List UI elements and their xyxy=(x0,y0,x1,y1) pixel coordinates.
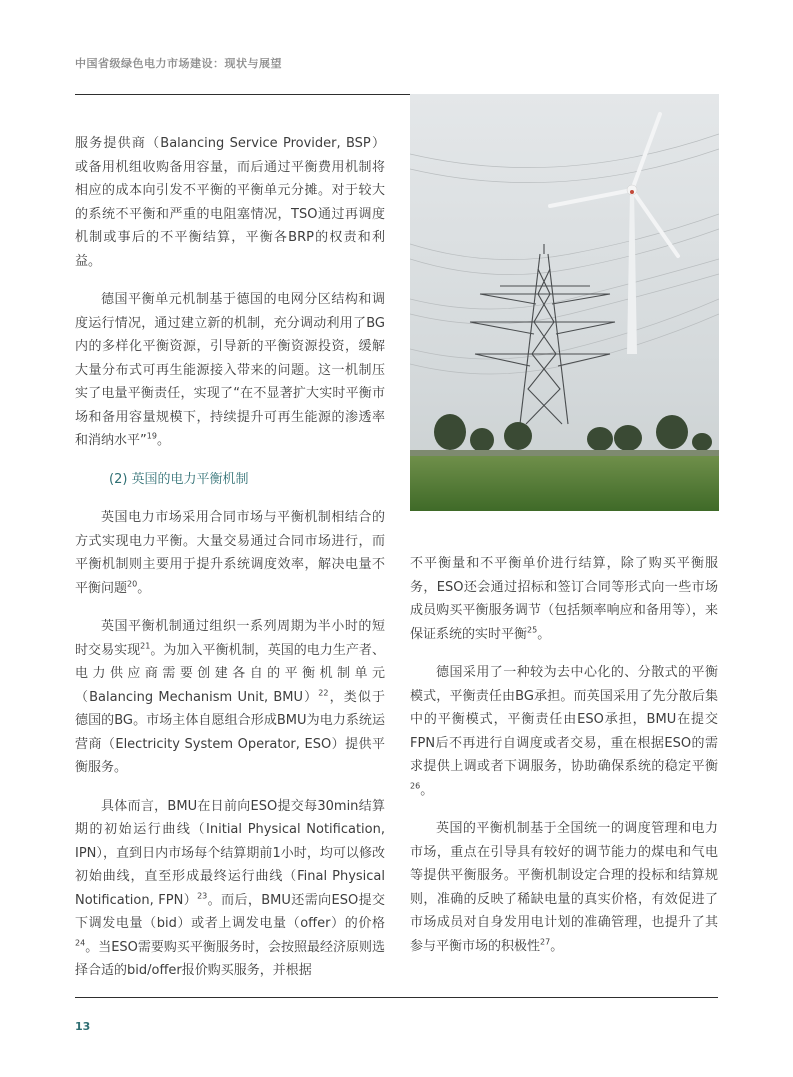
footnote-ref[interactable]: 27 xyxy=(540,937,551,947)
paragraph-text: 具体而言，BMU在日前向ESO提交每30min结算期的初始运行曲线（Initial Physical Notification, IPN），直到日内市场每个结算期前1小时，均可以修改初始曲线，直至形成最终运行曲线（Final Physical Notification, FPN） xyxy=(75,798,385,908)
paragraph-text: 。而后，BMU还需向ESO提交下调发电量（bid）或者上调发电量（offer）的价格 xyxy=(75,892,385,931)
footnote-ref[interactable]: 19 xyxy=(146,431,157,441)
footnote-ref[interactable]: 22 xyxy=(318,688,329,698)
paragraph-text: ，类似于德国的BG。市场主体自愿组合形成BMU为电力系统运营商（Electricity System Operator, ESO）提供平衡服务。 xyxy=(75,689,385,775)
paragraph-text: 。 xyxy=(550,938,564,954)
paragraph-text: 英国平衡机制通过组织一系列周期为半小时的短时交易实现 xyxy=(75,619,385,658)
paragraph-text: 。 xyxy=(156,433,170,448)
page-number: 13 xyxy=(75,1020,91,1033)
footnote-ref[interactable]: 21 xyxy=(140,641,151,651)
paragraph xyxy=(410,552,718,646)
right-column xyxy=(410,552,718,973)
paragraph xyxy=(75,506,385,600)
paragraph-text: 。 xyxy=(537,626,551,642)
header-divider xyxy=(75,94,410,95)
paragraph xyxy=(410,661,718,802)
paragraph-text: 德国平衡单元机制基于德国的电网分区结构和调度运行情况，通过建立新的机制，充分调动利用了BG内的多样化平衡资源，引导新的平衡资源投资，缓解大量分布式可再生能源接入带来的问题。这一机制压实了电量平衡责任，实现了“在不显著扩大实时平衡市场和备用容量规模下，持续提升可再生能源的渗透率和消纳水平” xyxy=(75,292,385,448)
paragraph-text: 德国采用了一种较为去中心化的、分散式的平衡模式，平衡责任由BG承担。而英国采用了先分散后集中的平衡模式，平衡责任由ESO承担，BMU在提交FPN后不再进行自调度或者交易，重在根据ESO的需求提供上调或者下调服务，协助确保系统的稳定平衡 xyxy=(410,665,718,774)
footnote-ref[interactable]: 20 xyxy=(127,579,138,589)
footnote-ref[interactable]: 25 xyxy=(527,625,538,635)
paragraph-text: 不平衡量和不平衡单价进行结算，除了购买平衡服务，ESO还会通过招标和签订合同等形式向一些市场成员购买平衡服务调节（包括频率响应和备用等），来保证系统的实时平衡 xyxy=(410,556,718,642)
paragraph-text: 。 xyxy=(137,580,151,596)
paragraph xyxy=(75,132,385,273)
wind-turbine-pylon-photo xyxy=(410,94,719,511)
footnote-ref[interactable]: 23 xyxy=(197,891,208,901)
paragraph-text: 服务提供商（Balancing Service Provider, BSP）或备用机组收购备用容量，而后通过平衡费用机制将相应的成本向引发不平衡的平衡单元分摊。对于较大的系统不平衡和严重的电阻塞情况，TSO通过再调度机制或事后的不平衡结算，平衡各BRP的权责和利益。 xyxy=(75,136,385,269)
paragraph-text: 英国电力市场采用合同市场与平衡机制相结合的方式实现电力平衡。大量交易通过合同市场进行，而平衡机制则主要用于提升系统调度效率，解决电量不平衡问题 xyxy=(75,510,385,596)
report-title: 中国省级绿色电力市场建设：现状与展望 xyxy=(75,57,282,70)
paragraph xyxy=(75,615,385,780)
footnote-ref[interactable]: 24 xyxy=(75,938,86,948)
paragraph-text: 。 xyxy=(420,782,434,798)
paragraph-text: 。当ESO需要购买平衡服务时，会按照最经济原则选择合适的bid/offer报价购买服务，并根据 xyxy=(75,939,385,978)
paragraph-text: 。为加入平衡机制，英国的电力生产者、电力供应商需要创建各自的平衡机制单元（Balancing Mechanism Unit, BMU） xyxy=(75,642,385,705)
paragraph-text: 英国的平衡机制基于全国统一的调度管理和电力市场，重点在引导具有较好的调节能力的煤电和气电等提供平衡服务。平衡机制设定合理的投标和结算规则，准确的反映了稀缺电量的真实价格，有效促进了市场成员对自身发用电计划的准确管理，也提升了其参与平衡市场的积极性 xyxy=(410,821,718,954)
paragraph xyxy=(410,817,718,958)
paragraph xyxy=(75,288,385,453)
photo-illustration xyxy=(410,94,719,511)
left-column xyxy=(75,132,385,998)
section-heading: (2) 英国的电力平衡机制 xyxy=(109,471,249,487)
footnote-ref[interactable]: 26 xyxy=(410,781,421,791)
footer-divider xyxy=(75,997,718,998)
paragraph xyxy=(75,795,385,983)
